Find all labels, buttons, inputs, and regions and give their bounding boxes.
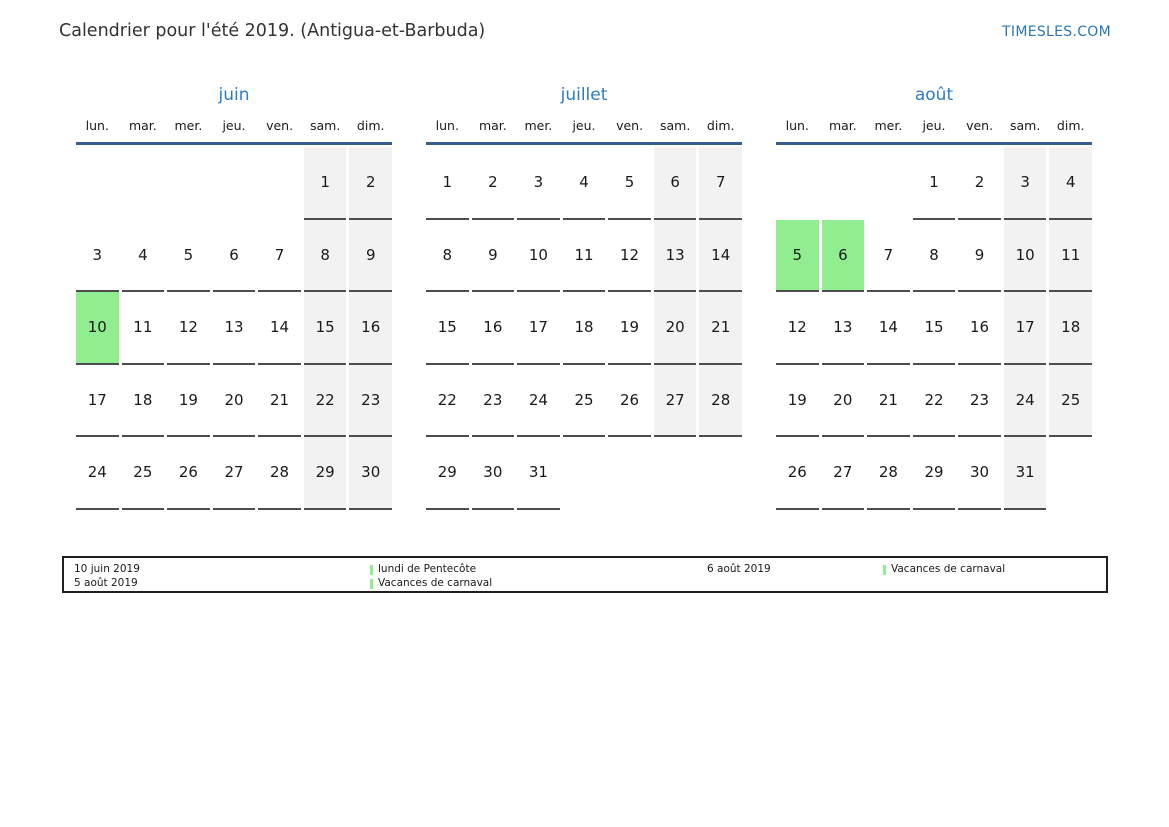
day-cell: 17 bbox=[1004, 292, 1047, 365]
day-cell: 19 bbox=[776, 365, 819, 438]
legend-event-label: Vacances de carnaval bbox=[378, 577, 493, 589]
day-cell-empty bbox=[654, 437, 697, 510]
day-cell: 25 bbox=[122, 437, 165, 510]
day-cell: 28 bbox=[867, 437, 910, 510]
day-cell-empty bbox=[122, 147, 165, 220]
day-cell-empty bbox=[699, 437, 742, 510]
day-cell: 19 bbox=[608, 292, 651, 365]
day-cell: 29 bbox=[304, 437, 347, 510]
day-cell: 15 bbox=[913, 292, 956, 365]
day-cell: 2 bbox=[958, 147, 1001, 220]
day-cell: 21 bbox=[867, 365, 910, 438]
day-cell: 8 bbox=[913, 220, 956, 293]
day-cell: 30 bbox=[349, 437, 392, 510]
day-cell: 28 bbox=[699, 365, 742, 438]
day-cell: 18 bbox=[1049, 292, 1092, 365]
day-cell: 16 bbox=[958, 292, 1001, 365]
weekday-label: sam. bbox=[659, 118, 691, 133]
day-cell: 27 bbox=[654, 365, 697, 438]
day-cell: 7 bbox=[867, 220, 910, 293]
site-logo-link[interactable]: TIMESLES.COM bbox=[1002, 24, 1111, 40]
week-row bbox=[76, 220, 392, 293]
day-cell: 2 bbox=[349, 147, 392, 220]
day-cell: 16 bbox=[472, 292, 515, 365]
legend-date: 5 août 2019 bbox=[74, 577, 138, 589]
weekday-label: jeu. bbox=[922, 118, 946, 133]
day-cell: 21 bbox=[699, 292, 742, 365]
day-cell: 11 bbox=[1049, 220, 1092, 293]
day-cell: 21 bbox=[258, 365, 301, 438]
legend-event bbox=[370, 577, 707, 590]
day-cell: 2 bbox=[472, 147, 515, 220]
day-cell: 19 bbox=[167, 365, 210, 438]
day-cell: 20 bbox=[822, 365, 865, 438]
day-cell: 23 bbox=[472, 365, 515, 438]
day-cell: 23 bbox=[958, 365, 1001, 438]
weeks bbox=[426, 147, 742, 510]
day-cell: 26 bbox=[608, 365, 651, 438]
day-cell: 15 bbox=[304, 292, 347, 365]
month-calendar-juillet bbox=[426, 84, 742, 510]
weekday-row bbox=[76, 118, 392, 133]
weekday-label: ven. bbox=[966, 118, 994, 133]
day-cell: 13 bbox=[654, 220, 697, 293]
legend-event bbox=[883, 563, 1106, 576]
day-cell: 5 bbox=[776, 220, 819, 293]
week-row bbox=[76, 292, 392, 365]
day-cell: 9 bbox=[349, 220, 392, 293]
day-cell: 11 bbox=[122, 292, 165, 365]
day-cell: 12 bbox=[608, 220, 651, 293]
day-cell: 26 bbox=[776, 437, 819, 510]
week-row bbox=[76, 147, 392, 220]
day-cell: 22 bbox=[304, 365, 347, 438]
weekday-label: sam. bbox=[309, 118, 341, 133]
day-cell: 12 bbox=[167, 292, 210, 365]
day-cell: 4 bbox=[563, 147, 606, 220]
weekday-label: mer. bbox=[524, 118, 553, 133]
day-cell: 6 bbox=[213, 220, 256, 293]
day-cell: 8 bbox=[426, 220, 469, 293]
day-cell: 28 bbox=[258, 437, 301, 510]
week-row bbox=[426, 292, 742, 365]
page-title: Calendrier pour l'été 2019. (Antigua-et-Barbuda) bbox=[59, 21, 486, 41]
event-color-bar-icon bbox=[883, 565, 886, 575]
day-cell: 11 bbox=[563, 220, 606, 293]
calendars bbox=[76, 84, 1092, 510]
week-row bbox=[426, 437, 742, 510]
legend-event-label: lundi de Pentecôte bbox=[378, 563, 477, 575]
weekday-label: sam. bbox=[1009, 118, 1041, 133]
legend-date: 6 août 2019 bbox=[707, 563, 771, 575]
day-cell: 25 bbox=[1049, 365, 1092, 438]
weekday-label: lun. bbox=[785, 118, 809, 133]
day-cell: 10 bbox=[517, 220, 560, 293]
day-cell: 18 bbox=[563, 292, 606, 365]
day-cell: 24 bbox=[1004, 365, 1047, 438]
month-header-rule bbox=[76, 142, 392, 145]
day-cell: 12 bbox=[776, 292, 819, 365]
month-header-rule bbox=[426, 142, 742, 145]
day-cell: 6 bbox=[822, 220, 865, 293]
day-cell-empty bbox=[167, 147, 210, 220]
day-cell: 5 bbox=[167, 220, 210, 293]
weekday-label: dim. bbox=[706, 118, 735, 133]
day-cell: 14 bbox=[699, 220, 742, 293]
day-cell-empty bbox=[213, 147, 256, 220]
week-row bbox=[776, 437, 1092, 510]
week-row bbox=[426, 220, 742, 293]
day-cell: 1 bbox=[304, 147, 347, 220]
day-cell: 5 bbox=[608, 147, 651, 220]
day-cell: 7 bbox=[699, 147, 742, 220]
week-row bbox=[76, 365, 392, 438]
day-cell: 1 bbox=[913, 147, 956, 220]
day-cell: 10 bbox=[1004, 220, 1047, 293]
day-cell: 18 bbox=[122, 365, 165, 438]
event-color-bar-icon bbox=[370, 579, 373, 589]
day-cell: 23 bbox=[349, 365, 392, 438]
weeks bbox=[776, 147, 1092, 510]
month-title: juillet bbox=[560, 85, 608, 105]
day-cell-empty bbox=[76, 147, 119, 220]
legend-date: 10 juin 2019 bbox=[74, 563, 140, 575]
weekday-label: ven. bbox=[616, 118, 644, 133]
day-cell-empty bbox=[867, 147, 910, 220]
day-cell: 22 bbox=[913, 365, 956, 438]
weekday-label: ven. bbox=[266, 118, 294, 133]
day-cell-empty bbox=[822, 147, 865, 220]
day-cell: 31 bbox=[1004, 437, 1047, 510]
week-row bbox=[776, 220, 1092, 293]
day-cell-empty bbox=[608, 437, 651, 510]
day-cell: 26 bbox=[167, 437, 210, 510]
weekday-label: lun. bbox=[435, 118, 459, 133]
day-cell-empty bbox=[258, 147, 301, 220]
day-cell: 20 bbox=[213, 365, 256, 438]
day-cell: 10 bbox=[76, 292, 119, 365]
day-cell: 29 bbox=[913, 437, 956, 510]
weekday-label: mar. bbox=[128, 118, 157, 133]
weekday-row bbox=[776, 118, 1092, 133]
month-calendar-août bbox=[776, 84, 1092, 510]
day-cell: 1 bbox=[426, 147, 469, 220]
legend-empty-cell bbox=[883, 577, 1106, 590]
weeks bbox=[76, 147, 392, 510]
day-cell: 20 bbox=[654, 292, 697, 365]
month-calendar-juin bbox=[76, 84, 392, 510]
day-cell: 22 bbox=[426, 365, 469, 438]
month-header-rule bbox=[776, 142, 1092, 145]
week-row bbox=[426, 365, 742, 438]
day-cell: 30 bbox=[472, 437, 515, 510]
weekday-label: mer. bbox=[874, 118, 903, 133]
week-row bbox=[776, 365, 1092, 438]
day-cell: 16 bbox=[349, 292, 392, 365]
weekday-row bbox=[426, 118, 742, 133]
month-title: juin bbox=[218, 85, 250, 105]
weekday-label: mer. bbox=[174, 118, 203, 133]
week-row bbox=[426, 147, 742, 220]
weekday-label: jeu. bbox=[222, 118, 246, 133]
day-cell: 14 bbox=[867, 292, 910, 365]
day-cell: 7 bbox=[258, 220, 301, 293]
weekday-label: jeu. bbox=[572, 118, 596, 133]
day-cell: 14 bbox=[258, 292, 301, 365]
week-row bbox=[776, 292, 1092, 365]
day-cell: 4 bbox=[122, 220, 165, 293]
day-cell: 13 bbox=[822, 292, 865, 365]
weekday-label: mar. bbox=[478, 118, 507, 133]
legend-event-label: Vacances de carnaval bbox=[891, 563, 1006, 575]
day-cell: 8 bbox=[304, 220, 347, 293]
day-cell: 17 bbox=[517, 292, 560, 365]
day-cell-empty bbox=[563, 437, 606, 510]
legend-grid bbox=[64, 558, 1106, 590]
day-cell: 3 bbox=[76, 220, 119, 293]
day-cell: 4 bbox=[1049, 147, 1092, 220]
event-color-bar-icon bbox=[370, 565, 373, 575]
weekday-label: dim. bbox=[356, 118, 385, 133]
month-title: août bbox=[914, 85, 954, 105]
day-cell: 17 bbox=[76, 365, 119, 438]
day-cell: 31 bbox=[517, 437, 560, 510]
weekday-label: mar. bbox=[828, 118, 857, 133]
day-cell: 9 bbox=[472, 220, 515, 293]
day-cell: 29 bbox=[426, 437, 469, 510]
day-cell: 30 bbox=[958, 437, 1001, 510]
legend-event bbox=[370, 563, 707, 576]
day-cell: 3 bbox=[1004, 147, 1047, 220]
day-cell: 27 bbox=[213, 437, 256, 510]
day-cell: 6 bbox=[654, 147, 697, 220]
day-cell: 25 bbox=[563, 365, 606, 438]
day-cell-empty bbox=[776, 147, 819, 220]
week-row bbox=[776, 147, 1092, 220]
day-cell: 24 bbox=[517, 365, 560, 438]
day-cell-empty bbox=[1049, 437, 1092, 510]
day-cell: 9 bbox=[958, 220, 1001, 293]
day-cell: 13 bbox=[213, 292, 256, 365]
day-cell: 3 bbox=[517, 147, 560, 220]
legend-box bbox=[62, 556, 1108, 593]
day-cell: 15 bbox=[426, 292, 469, 365]
weekday-label: dim. bbox=[1056, 118, 1085, 133]
day-cell: 27 bbox=[822, 437, 865, 510]
week-row bbox=[76, 437, 392, 510]
weekday-label: lun. bbox=[85, 118, 109, 133]
legend-empty-cell bbox=[707, 577, 883, 590]
day-cell: 24 bbox=[76, 437, 119, 510]
